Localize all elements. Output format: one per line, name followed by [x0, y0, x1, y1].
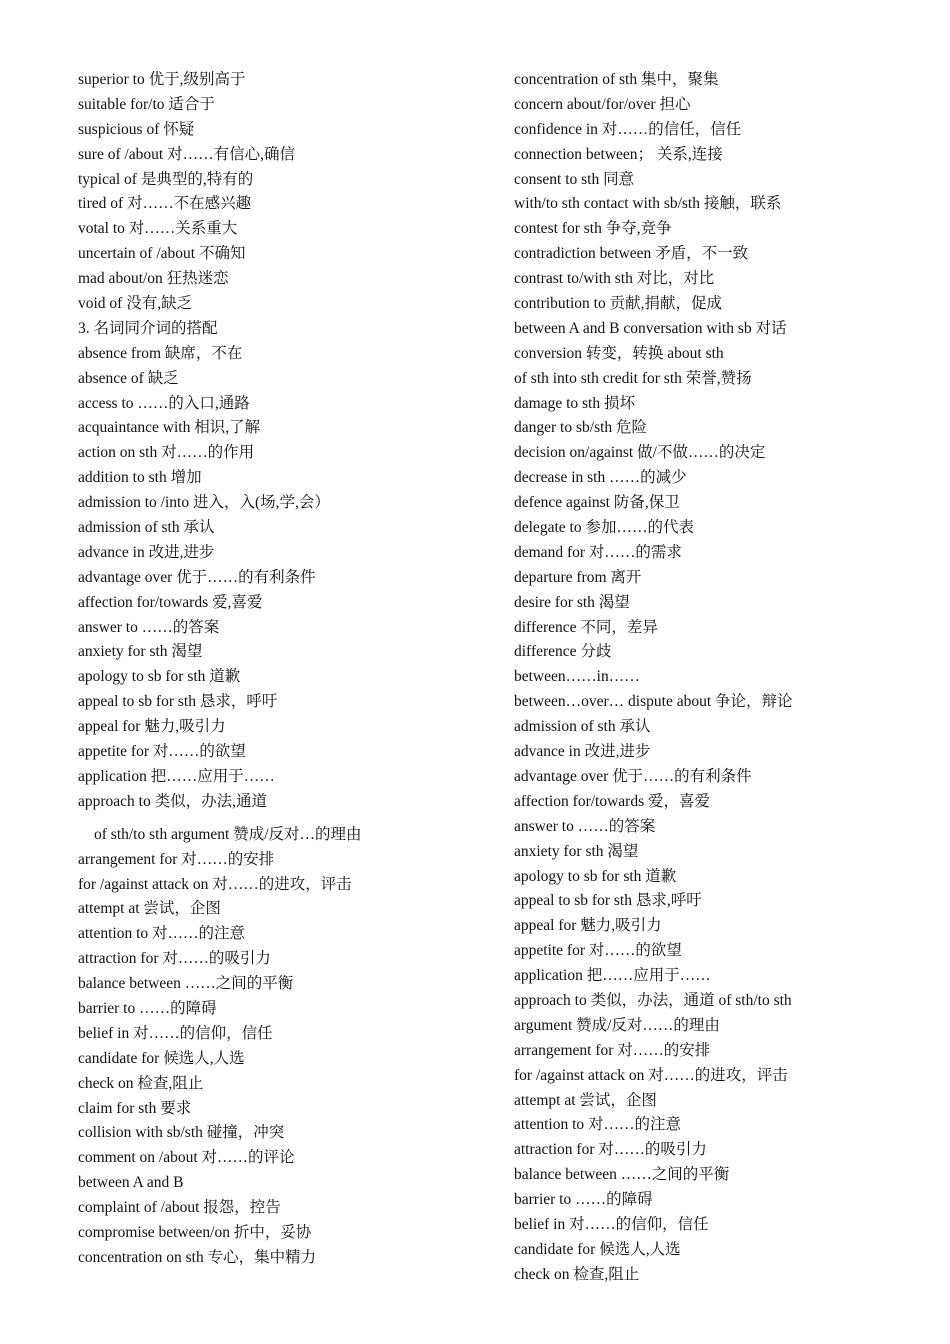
- text-line: contest for sth 争夺,竞争: [514, 220, 672, 238]
- text-line: damage to sth 损坏: [514, 394, 635, 412]
- text-line: departure from 离开: [514, 568, 642, 586]
- text-line: advantage over 优于……的有利条件: [514, 767, 752, 785]
- text-line: contrast to/with sth 对比，对比: [514, 270, 715, 288]
- text-line: decrease in sth ……的减少: [514, 469, 687, 487]
- text-line: addition to sth 增加: [78, 469, 202, 487]
- text-line: of sth/to sth argument 赞成/反对…的理由: [94, 825, 362, 843]
- text-line: attempt at 尝试，企图: [78, 900, 221, 918]
- text-line: attraction for 对……的吸引力: [514, 1141, 707, 1159]
- text-line: between…over… dispute about 争论，辩论: [514, 693, 793, 711]
- text-line: attention to 对……的注意: [78, 925, 246, 943]
- text-line: arrangement for 对……的安排: [78, 850, 275, 868]
- text-line: compromise between/on 折中，妥协: [78, 1223, 312, 1241]
- text-line: difference 不同，差异: [514, 618, 658, 636]
- text-line: anxiety for sth 渴望: [514, 842, 639, 860]
- text-line: approach to 类似，办法,通道: [78, 792, 267, 810]
- text-line: between A and B conversation with sb 对话: [514, 319, 787, 337]
- text-line: attention to 对……的注意: [514, 1116, 682, 1134]
- text-line: void of 没有,缺乏: [78, 295, 193, 313]
- text-line: collision with sb/sth 碰撞，冲突: [78, 1124, 285, 1142]
- text-line: advance in 改进,进步: [78, 543, 215, 561]
- text-line: candidate for 候选人,人选: [514, 1240, 681, 1258]
- text-line: suitable for/to 适合于: [78, 95, 215, 113]
- text-line: absence from 缺席，不在: [78, 344, 243, 362]
- text-line: for /against attack on 对……的进攻，评击: [78, 875, 352, 893]
- text-line: sure of /about 对……有信心,确信: [78, 145, 295, 163]
- text-line: answer to ……的答案: [514, 817, 656, 835]
- text-line: claim for sth 要求: [78, 1099, 192, 1117]
- text-line: danger to sb/sth 危险: [514, 419, 648, 437]
- text-line: anxiety for sth 渴望: [78, 643, 203, 661]
- text-line: arrangement for 对……的安排: [514, 1041, 711, 1059]
- text-line: answer to ……的答案: [78, 618, 220, 636]
- text-line: candidate for 候选人,人选: [78, 1049, 245, 1067]
- text-line: affection for/towards 爱,喜爱: [78, 593, 263, 611]
- text-line: between……in……: [514, 668, 640, 686]
- text-line: between A and B: [78, 1174, 184, 1192]
- text-line: apology to sb for sth 道歉: [78, 668, 241, 686]
- text-line: concentration of sth 集中，聚集: [514, 71, 719, 88]
- right-column: [514, 68, 924, 1288]
- text-line: belief in 对……的信仰，信任: [514, 1215, 709, 1233]
- text-line: check on 检查,阻止: [78, 1074, 204, 1092]
- text-line: tired of 对……不在感兴趣: [78, 195, 252, 213]
- text-line: contradiction between 矛盾，不一致: [514, 245, 749, 263]
- text-line: concentration on sth 专心，集中精力: [78, 1248, 317, 1266]
- text-line: barrier to ……的障碍: [78, 999, 217, 1017]
- text-line: application 把……应用于……: [514, 967, 711, 985]
- text-line: action on sth 对……的作用: [78, 444, 255, 462]
- text-line: for /against attack on 对……的进攻，评击: [514, 1066, 788, 1084]
- text-line: appeal to sb for sth 恳求,呼吁: [514, 892, 702, 910]
- text-line: belief in 对……的信仰，信任: [78, 1024, 273, 1042]
- text-line: of sth into sth credit for sth 荣誉,赞扬: [514, 369, 752, 387]
- text-line: affection for/towards 爱，喜爱: [514, 792, 710, 810]
- text-line: concern about/for/over 担心: [514, 95, 691, 113]
- text-line: barrier to ……的障碍: [514, 1191, 653, 1209]
- text-line: superior to 优于,级别高于: [78, 71, 246, 88]
- text-line: approach to 类似，办法，通道 of sth/to sth: [514, 991, 792, 1009]
- text-line: appeal for 魅力,吸引力: [78, 718, 226, 736]
- text-line: conversion 转变，转换 about sth: [514, 344, 724, 362]
- text-line: comment on /about 对……的评论: [78, 1149, 295, 1167]
- text-line: appeal for 魅力,吸引力: [514, 917, 662, 935]
- text-line: acquaintance with 相识,了解: [78, 419, 261, 437]
- text-line: contribution to 贡献,捐献，促成: [514, 295, 722, 313]
- left-column: [78, 68, 488, 1271]
- text-line: check on 检查,阻止: [514, 1265, 640, 1283]
- text-line: attraction for 对……的吸引力: [78, 950, 271, 968]
- text-line: admission to /into 进入，入(场,学,会）: [78, 494, 330, 512]
- text-line: advantage over 优于……的有利条件: [78, 568, 316, 586]
- text-line: consent to sth 同意: [514, 170, 635, 188]
- text-line: apology to sb for sth 道歉: [514, 867, 677, 885]
- text-line: absence of 缺乏: [78, 369, 179, 387]
- text-line: uncertain of /about 不确知: [78, 245, 246, 263]
- text-line: balance between ……之间的平衡: [514, 1166, 730, 1184]
- text-line: appeal to sb for sth 恳求，呼吁: [78, 693, 278, 711]
- text-line: with/to sth contact with sb/sth 接触，联系: [514, 195, 782, 213]
- text-line: complaint of /about 报怨，控告: [78, 1199, 281, 1217]
- text-line: appetite for 对……的欲望: [78, 743, 246, 761]
- text-line: suspicious of 怀疑: [78, 120, 195, 138]
- text-line: admission of sth 承认: [78, 519, 215, 537]
- text-line: admission of sth 承认: [514, 718, 651, 736]
- text-line: votal to 对……关系重大: [78, 220, 238, 238]
- text-line: difference 分歧: [514, 643, 612, 661]
- text-line: 3. 名词同介词的搭配: [78, 319, 218, 337]
- text-line: desire for sth 渴望: [514, 593, 630, 611]
- text-line: connection between； 关系,连接: [514, 145, 723, 163]
- text-line: access to ……的入口,通路: [78, 394, 250, 412]
- text-line: demand for 对……的需求: [514, 543, 682, 561]
- text-line: confidence in 对……的信任，信任: [514, 120, 742, 138]
- text-line: advance in 改进,进步: [514, 743, 651, 761]
- text-line: application 把……应用于……: [78, 767, 275, 785]
- text-line: mad about/on 狂热迷恋: [78, 270, 229, 288]
- text-line: argument 赞成/反对……的理由: [514, 1016, 720, 1034]
- text-line: decision on/against 做/不做……的决定: [514, 444, 766, 462]
- text-line: delegate to 参加……的代表: [514, 519, 694, 537]
- text-line: attempt at 尝试，企图: [514, 1091, 657, 1109]
- text-line: balance between ……之间的平衡: [78, 975, 294, 993]
- text-line: typical of 是典型的,特有的: [78, 170, 254, 188]
- text-line: appetite for 对……的欲望: [514, 942, 682, 960]
- text-line: defence against 防备,保卫: [514, 494, 680, 512]
